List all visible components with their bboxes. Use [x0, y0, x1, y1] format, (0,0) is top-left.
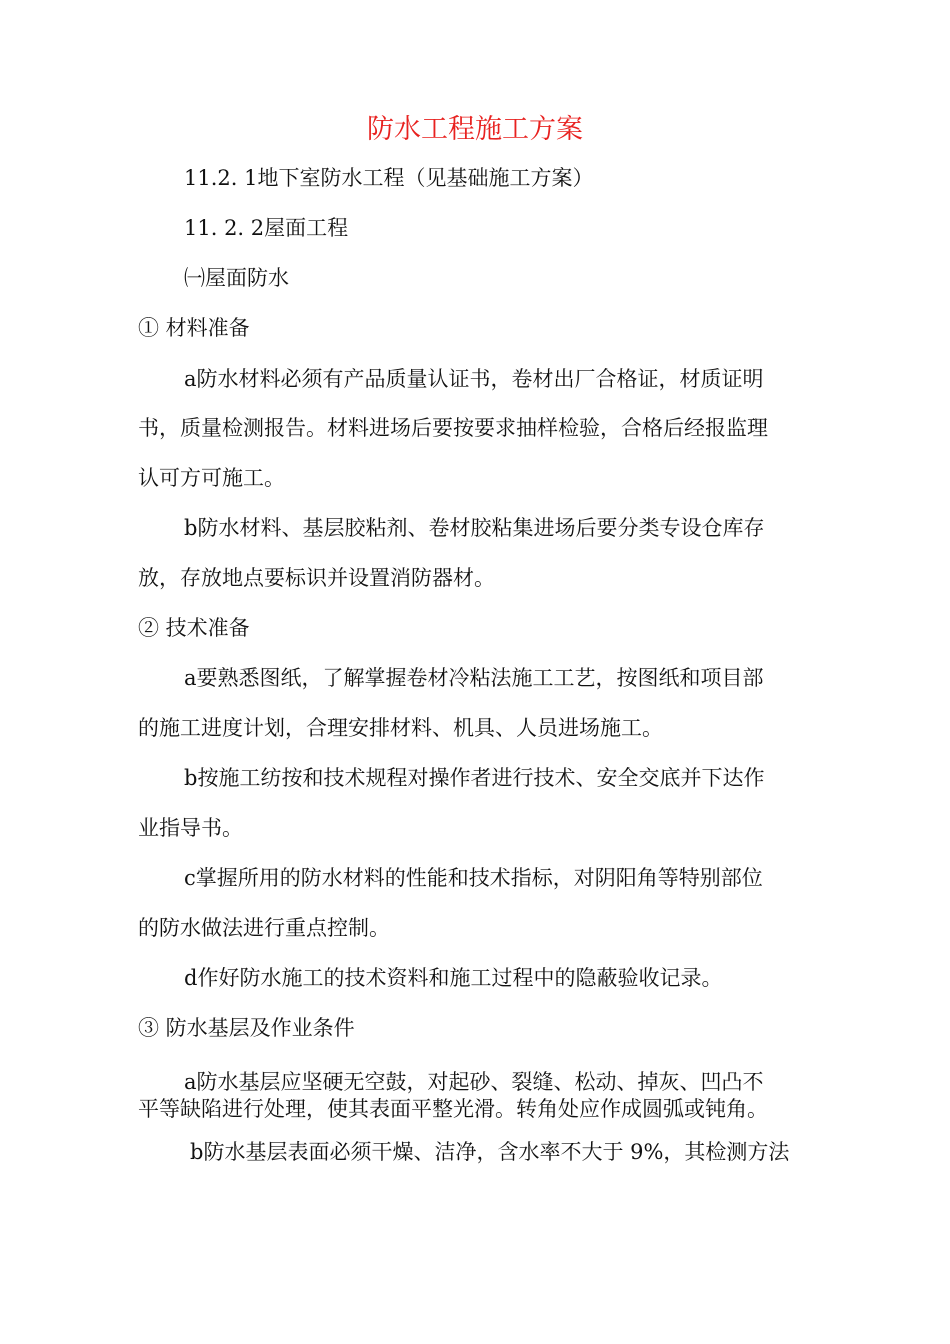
paragraph-line: d作好防水施工的技术资料和施工过程中的隐蔽验收记录。 — [184, 966, 723, 990]
paragraph-line: a防水基层应坚硬无空鼓，对起砂、裂缝、松动、掉灰、凹凸不 — [184, 1070, 764, 1094]
heading-technical-prep: ② 技术准备 — [138, 616, 250, 640]
heading-roof-waterproofing: ㈠屋面防水 — [184, 266, 289, 290]
paragraph-line: 业指导书。 — [138, 816, 243, 840]
heading-roof-works: 11. 2. 2屋面工程 — [184, 216, 349, 240]
heading-material-prep: ① 材料准备 — [138, 316, 250, 340]
paragraph-line: 的防水做法进行重点控制。 — [138, 916, 390, 940]
paragraph-line: b防水材料、基层胶粘剂、卷材胶粘集进场后要分类专设仓库存 — [184, 516, 765, 540]
page-title: 防水工程施工方案 — [367, 114, 583, 145]
heading-base-conditions: ③ 防水基层及作业条件 — [138, 1016, 355, 1040]
paragraph-line: b防水基层表面必须干燥、洁净，含水率不大于 9%，其检测方法 — [190, 1140, 790, 1164]
paragraph-line: a要熟悉图纸，了解掌握卷材冷粘法施工工艺，按图纸和项目部 — [184, 666, 764, 690]
paragraph-line: b按施工纺按和技术规程对操作者进行技术、安全交底并下达作 — [184, 766, 765, 790]
paragraph-line: c掌握所用的防水材料的性能和技术指标，对阴阳角等特别部位 — [184, 866, 763, 890]
paragraph-line: 放，存放地点要标识并设置消防器材。 — [138, 566, 495, 590]
paragraph-line: 的施工进度计划，合理安排材料、机具、人员进场施工。 — [138, 716, 663, 740]
heading-basement-waterproofing: 11.2. 1地下室防水工程（见基础施工方案） — [184, 166, 594, 190]
paragraph-line: a防水材料必须有产品质量认证书，卷材出厂合格证，材质证明 — [184, 367, 764, 391]
paragraph-line: 书，质量检测报告。材料进场后要按要求抽样检验，合格后经报监理 — [138, 416, 768, 440]
paragraph-line: 平等缺陷进行处理，使其表面平整光滑。转角处应作成圆弧或钝角。 — [138, 1097, 768, 1121]
paragraph-line: 认可方可施工。 — [138, 466, 285, 490]
